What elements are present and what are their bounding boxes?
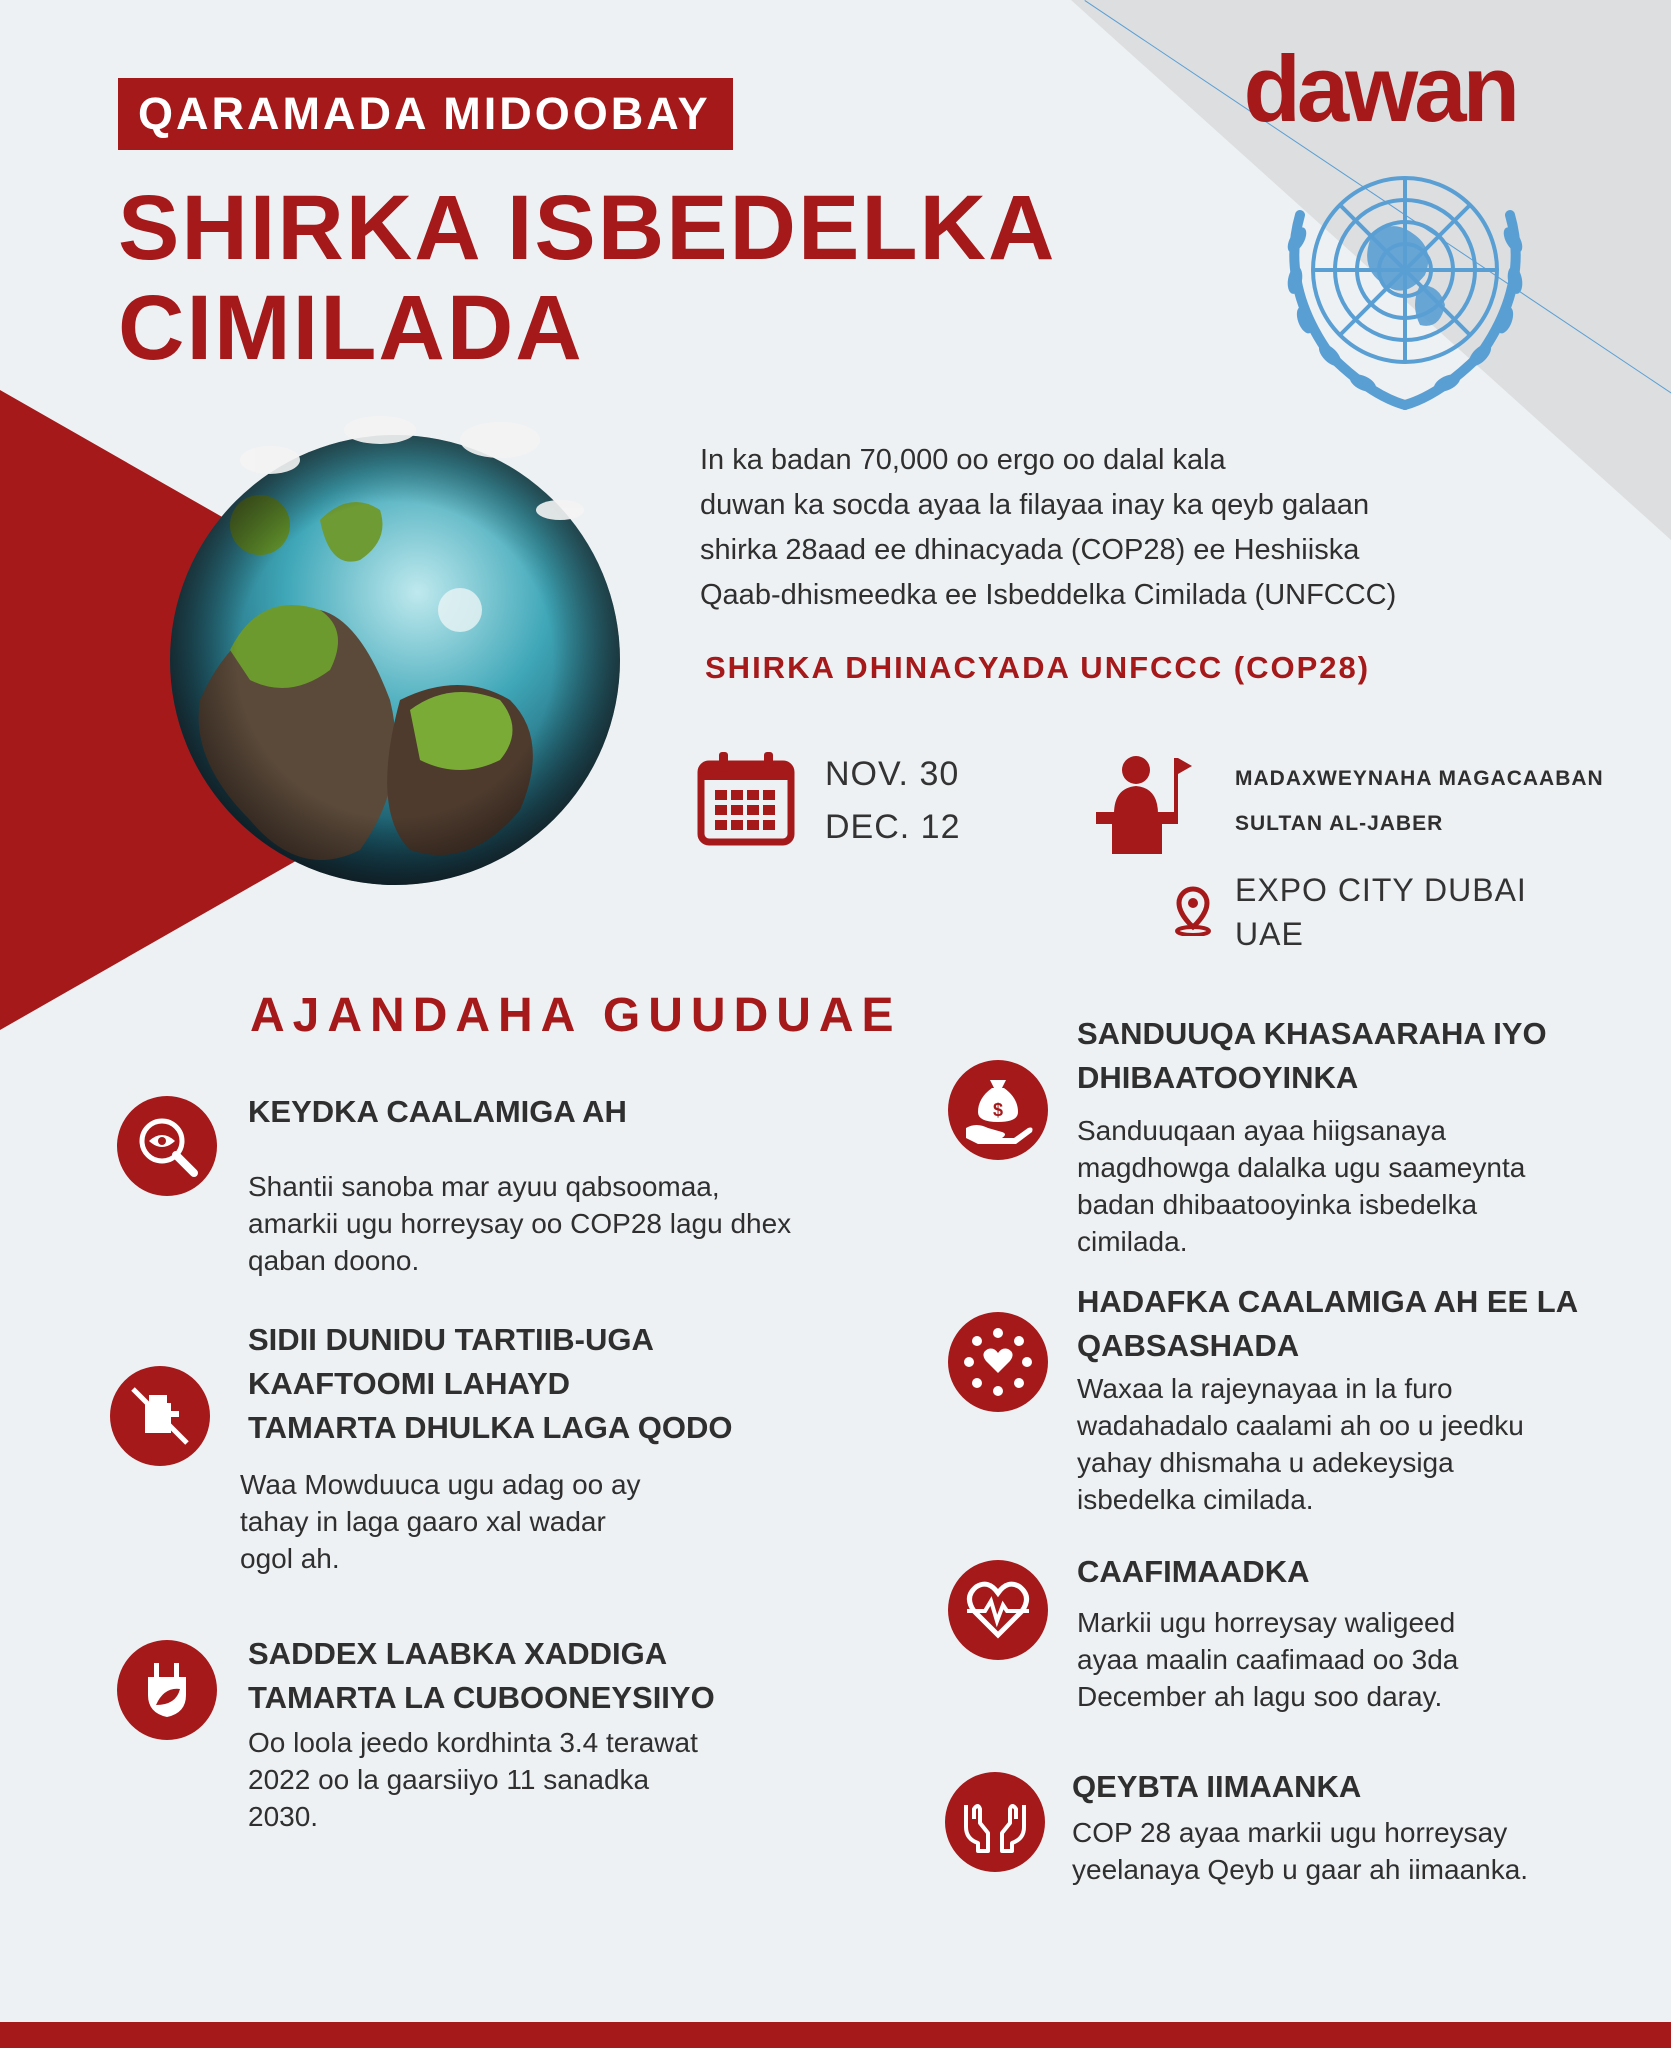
un-emblem-icon — [1245, 145, 1565, 425]
agenda-item-text: Shantii sanoba mar ayuu qabsoomaa, amarkii ugu horreysay oo COP28 lagu dhex qaban doono. — [248, 1171, 792, 1276]
date-start: NOV. 30 — [825, 755, 960, 793]
agenda-item-title: QEYBTA IIMAANKA — [1072, 1769, 1362, 1804]
location-line-1: EXPO CITY DUBAI — [1235, 872, 1527, 908]
agenda-item-title: SANDUUQA KHASAARAHA IYO DHIBAATOOYINKA — [1077, 1016, 1547, 1095]
agenda-item-title: SADDEX LAABKA XADDIGA TAMARTA LA CUBOONEYSIIYO — [248, 1636, 715, 1715]
president-label: MADAXWEYNAHA MAGACAABAN — [1235, 767, 1604, 790]
agenda-item-text: Markii ugu horreysay waligeed ayaa maalin caafimaad oo 3da December ah lagu soo daray. — [1077, 1607, 1459, 1712]
svg-text:$: $ — [992, 1100, 1004, 1120]
title-line-1: SHIRKA ISBEDELKA — [118, 177, 1057, 279]
heart-pulse-icon — [948, 1560, 1048, 1660]
intro-line: In ka badan 70,000 oo ergo oo dalal kala — [700, 444, 1226, 476]
intro-line: Qaab-dhismeedka ee Isbeddelka Cimilada (UNFCCC) — [700, 579, 1397, 611]
page-title — [118, 178, 1118, 378]
agenda-item-title: HADAFKA CAALAMIGA AH EE LA QABSASHADA — [1077, 1284, 1579, 1363]
date-end: DEC. 12 — [825, 808, 961, 846]
earth-globe-illustration — [140, 400, 640, 900]
title-line-2: CIMILADA — [118, 277, 584, 379]
no-fossil-fuel-icon — [110, 1366, 210, 1466]
conference-subheading: SHIRKA DHINACYADA UNFCCC (COP28) — [705, 650, 1371, 685]
president-name: SULTAN AL-JABER — [1235, 812, 1444, 835]
praying-hands-icon — [945, 1772, 1045, 1872]
renewable-plug-icon — [117, 1640, 217, 1740]
speaker-podium-icon — [1090, 752, 1195, 857]
intro-line: duwan ka socda ayaa la filayaa inay ka qeyb galaan — [700, 489, 1370, 521]
calendar-icon — [697, 750, 795, 846]
header-tag: QARAMADA MIDOOBAY — [118, 78, 733, 150]
agenda-item-text: COP 28 ayaa markii ugu horreysay yeelanaya Qeyb u gaar ah iimaanka. — [1072, 1817, 1529, 1885]
community-heart-icon — [948, 1312, 1048, 1412]
intro-line: shirka 28aad ee dhinacyada (COP28) ee Heshiiska — [700, 534, 1360, 566]
location-line-2: UAE — [1235, 916, 1304, 952]
agenda-item-text: Waxaa la rajeynayaa in la furo wadahadalo caalami ah oo u jeedku yahay dhismaha u adekeysiga isbedelka cimilada. — [1077, 1373, 1524, 1515]
location-pin-icon — [1172, 886, 1214, 936]
agenda-item-title: KEYDKA CAALAMIGA AH — [248, 1094, 627, 1129]
search-eye-icon — [117, 1096, 217, 1196]
agenda-item-title: SIDII DUNIDU TARTIIB-UGA KAAFTOOMI LAHAYD TAMARTA DHULKA LAGA QODO — [248, 1322, 733, 1445]
agenda-title: AJANDAHA GUUDUAE — [250, 989, 902, 1042]
footer-bar — [0, 2022, 1671, 2048]
agenda-item-title: CAAFIMAADKA — [1077, 1554, 1310, 1589]
agenda-item-text: Sanduuqaan ayaa hiigsanaya magdhowga dalalka ugu saameynta badan dhibaatooyinka isbedelka cimilada. — [1077, 1115, 1526, 1257]
intro-paragraph — [700, 438, 1460, 618]
agenda-item-text: Oo loola jeedo kordhinta 3.4 terawat 2022 oo la gaarsiiyo 11 sanadka 2030. — [248, 1727, 698, 1832]
agenda-item-text: Waa Mowduuca ugu adag oo ay tahay in laga gaaro xal wadar ogol ah. — [240, 1469, 641, 1574]
brand-logo: dawan — [1243, 36, 1516, 141]
money-bag-hand-icon — [948, 1060, 1048, 1160]
